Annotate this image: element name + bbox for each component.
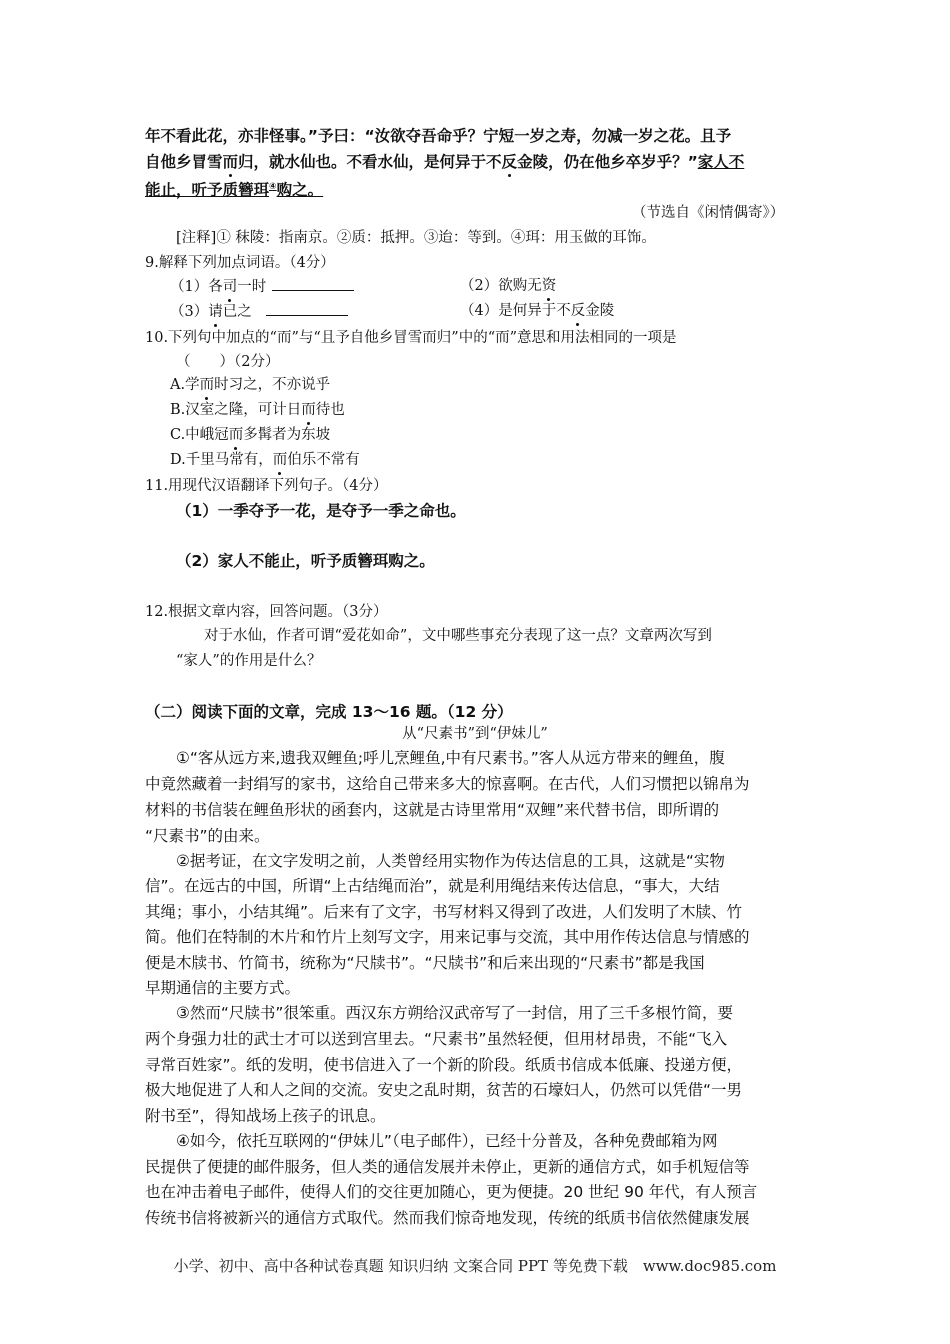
text-span: （1）各 xyxy=(170,279,223,295)
q11-stem: 11.用现代汉语翻译下列句子。（4分） xyxy=(145,478,388,494)
text-span: 时习之，不亦说乎 xyxy=(214,377,331,393)
underlined-sentence: 能止，听予质簪珥 xyxy=(145,181,270,200)
text-span: 自他乡冒雪 xyxy=(145,153,223,171)
q9-item-2 xyxy=(460,276,556,296)
text-span: C.中峨冠 xyxy=(170,427,229,443)
paragraph-4-line: ④如今，依托互联网的“伊妹儿”（电子邮件），已经十分普及，各种免费邮箱为网 xyxy=(176,1132,718,1150)
underlined-sentence: 家人不 xyxy=(697,153,745,171)
paragraph-4-line: 传统书信将被新兴的通信方式取代。然而我们惊奇地发现，传统的纸质书信依然健康发展 xyxy=(145,1209,750,1227)
paragraph-3-line: ③然而“尺牍书”很笨重。西汉东方朔给汉武帝写了一封信，用了三千多根竹简，要 xyxy=(176,1004,733,1022)
footnote-marker: ④ xyxy=(269,182,277,192)
q11-item-1: （1）一季夺予一花，是夺予一季之命也。 xyxy=(176,502,466,520)
paragraph-2-line: 便是木牍书、竹简书，统称为“尺牍书”。“尺牍书”和后来出现的“尺素书”都是我国 xyxy=(145,954,705,972)
paragraph-4-line: 也在冲击着电子邮件，使得人们的交往更加随心，更为便捷。20 世纪 90 年代，有人预言 xyxy=(145,1183,758,1201)
article-title: 从“尺素书”到“伊妹儿” xyxy=(402,726,548,742)
text-span: （4）是何异于不 xyxy=(460,303,571,319)
passage-line-3 xyxy=(145,177,323,200)
q9-stem: 9.解释下列加点词语。（4分） xyxy=(145,255,335,271)
text-span: 伯乐不常有 xyxy=(287,452,360,468)
dotted-char: 而 xyxy=(272,452,288,468)
page-footer: 小学、初中、高中各种试卷真题 知识归纳 文案合同 PPT 等免费下载 www.doc985.com xyxy=(173,1257,777,1275)
q10-option-d xyxy=(170,450,360,470)
text-span: B.汉室之隆，可计日 xyxy=(170,402,302,418)
text-span: 待也 xyxy=(315,402,345,418)
q9-item-4 xyxy=(460,301,614,321)
text-span: 金陵，仍在他乡卒岁乎？” xyxy=(517,153,698,171)
q10-option-a xyxy=(170,375,330,395)
dotted-char: 反 xyxy=(501,153,518,171)
text-span: （2）欲购无 xyxy=(460,278,542,294)
paragraph-1-line: “尺素书”的由来。 xyxy=(145,827,270,845)
text-span: 归，就水仙也。不看水仙，是何异于不 xyxy=(238,153,502,171)
dotted-char: 而 xyxy=(222,153,239,171)
paragraph-2-line: 早期通信的主要方式。 xyxy=(145,979,301,997)
paragraph-1-line: ①“客从远方来,遗我双鲤鱼;呼儿烹鲤鱼,中有尺素书。”客人从远方带来的鲤鱼，腹 xyxy=(176,749,725,767)
paragraph-3-line: 附书至”，得知战场上孩子的讯息。 xyxy=(145,1107,386,1125)
section2-heading: （二）阅读下面的文章，完成 13～16 题。（12 分） xyxy=(145,703,513,721)
paragraph-3-line: 两个身强力壮的武士才可以送到宫里去。“尺素书”虽然轻便，但用材昂贵，不能“飞入 xyxy=(145,1030,728,1048)
q12-line-1: 对于水仙，作者可谓“爱花如命”，文中哪些事充分表现了这一点？文章两次写到 xyxy=(204,628,712,644)
dotted-char: 而 xyxy=(199,377,215,393)
paragraph-3-line: 极大地促进了人和人之间的交流。安史之乱时期，贫苦的石壕妇人，仍然可以凭借“一男 xyxy=(145,1081,743,1099)
paragraph-2-line: 简。他们在特制的木片和竹片上刻写文字，用来记事与交流，其中用作传达信息与情感的 xyxy=(145,928,750,946)
paragraph-2-line: 其绳；事小，小结其绳”。后来有了文字，书写材料又得到了改进，人们发明了木牍、竹 xyxy=(145,903,743,921)
text-span: 金陵 xyxy=(585,303,615,319)
q9-item-3 xyxy=(170,301,348,322)
passage-line-1: 年不看此花，亦非怪事。”予曰：“汝欲夺吾命乎？宁短一岁之寿，勿减一岁之花。且予 xyxy=(145,127,732,145)
passage-notes: [注释]① 秣陵：指南京。②质：抵押。③迨：等到。④珥：用玉做的耳饰。 xyxy=(176,230,656,246)
q12-stem: 12.根据文章内容，回答问题。（3分） xyxy=(145,604,388,620)
q9-item-1 xyxy=(170,276,354,297)
paragraph-1-line: 材料的书信装在鲤鱼形状的函套内，这就是古诗里常用“双鲤”来代替书信，即所谓的 xyxy=(145,801,720,819)
dotted-char: 而 xyxy=(228,427,244,443)
q12-line-2: “家人”的作用是什么？ xyxy=(176,653,322,669)
q10-option-b xyxy=(170,400,345,420)
answer-blank[interactable] xyxy=(272,276,354,291)
passage-line-2 xyxy=(145,152,744,172)
underlined-sentence: 购之。 xyxy=(276,181,324,200)
q10-stem: 10.下列句中加点的“而”与“且予自他乡冒雪而归”中的“而”意思和用法相同的一项是 xyxy=(145,330,677,346)
paragraph-2-line: ②据考证，在文字发明之前，人类曾经用实物作为传达信息的工具，这就是“实物 xyxy=(176,852,725,870)
paragraph-1-line: 中竟然藏着一封绢写的家书，这给自己带来多大的惊喜啊。在古代，人们习惯把以锦帛为 xyxy=(145,775,750,793)
text-span: A.学 xyxy=(170,377,200,393)
passage-source: （节选自《闲情偶寄》） xyxy=(632,205,785,221)
paragraph-4-line: 民提供了便捷的邮件服务，但人类的通信发展并未停止，更新的通信方式，如手机短信等 xyxy=(145,1158,750,1176)
dotted-char: 反 xyxy=(570,303,586,319)
dotted-char: 请 xyxy=(208,304,223,320)
text-span: D.千里马常有， xyxy=(170,452,273,468)
dotted-char: 资 xyxy=(541,278,557,294)
q10-option-c xyxy=(170,425,330,445)
text-span: 一时 xyxy=(237,279,267,295)
q11-item-2: （2）家人不能止，听予质簪珥购之。 xyxy=(176,552,435,570)
paragraph-2-line: 信”。在远古的中国，所谓“上古结绳而治”，就是利用绳结来传达信息，“事大，大结 xyxy=(145,877,720,895)
paragraph-3-line: 寻常百姓家”。纸的发明，使书信进入了一个新的阶段。纸质书信成本低廉、投递方便， xyxy=(145,1056,743,1074)
text-span: （3） xyxy=(170,304,209,320)
text-span: 已之 xyxy=(222,304,252,320)
dotted-char: 司 xyxy=(222,279,238,295)
q10-paren: （ ）（2分） xyxy=(176,354,280,370)
dotted-char: 而 xyxy=(301,402,316,418)
answer-blank[interactable] xyxy=(266,301,348,316)
text-span: 多髯者为东坡 xyxy=(243,427,331,443)
